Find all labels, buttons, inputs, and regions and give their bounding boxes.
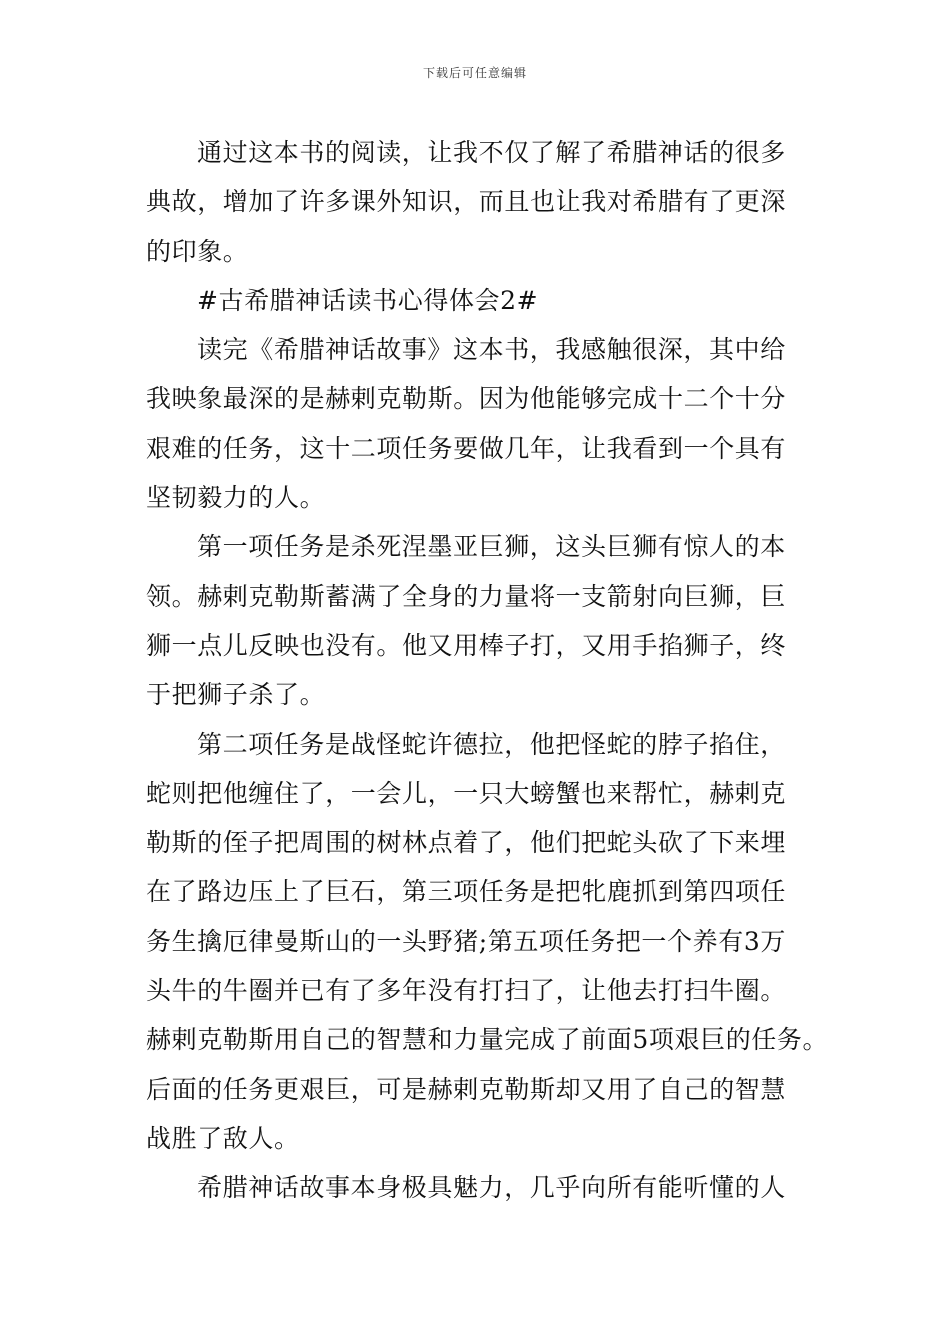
document-body	[146, 128, 829, 1213]
paragraph-4-line-6: 头牛的牛圈并已有了多年没有打扫了，让他去打扫牛圈。	[146, 976, 787, 1006]
paragraph-1-line-1: 通过这本书的阅读，让我不仅了解了希腊神话的很多	[197, 138, 786, 167]
paragraph-1-line-3: 的印象。	[146, 236, 249, 266]
section-heading: #古希腊神话读书心得体会2#	[197, 285, 539, 315]
paragraph-2-line-4: 坚韧毅力的人。	[146, 483, 326, 513]
paragraph-3-line-1: 第一项任务是杀死涅墨亚巨狮，这头巨狮有惊人的本	[197, 532, 786, 562]
paragraph-1-line-2: 典故，增加了许多课外知识，而且也让我对希腊有了更深	[146, 187, 787, 217]
paragraph-4-line-9: 战胜了敌人。	[146, 1123, 300, 1153]
paragraph-4-line-3: 勒斯的侄子把周围的树林点着了，他们把蛇头砍了下来埋	[146, 828, 787, 858]
paragraph-4-line-8: 后面的任务更艰巨，可是赫剌克勒斯却又用了自己的智慧	[146, 1074, 787, 1104]
paragraph-4-line-5: 务生擒厄律曼斯山的一头野猪;第五项任务把一个养有3万	[146, 926, 786, 956]
paragraph-4-line-1: 第二项任务是战怪蛇许德拉，他把怪蛇的脖子掐住，	[197, 729, 786, 759]
paragraph-3-line-3: 狮一点儿反映也没有。他又用棒子打，又用手掐狮子，终	[146, 630, 787, 660]
paragraph-5-line-1: 希腊神话故事本身极具魅力，几乎向所有能听懂的人	[197, 1173, 786, 1203]
paragraph-4-line-2: 蛇则把他缠住了，一会儿，一只大螃蟹也来帮忙，赫剌克	[146, 778, 787, 808]
paragraph-2-line-2: 我映象最深的是赫剌克勒斯。因为他能够完成十二个十分	[146, 384, 787, 414]
download-note: 下载后可任意编辑	[422, 66, 527, 80]
paragraph-3-line-2: 领。赫剌克勒斯蓄满了全身的力量将一支箭射向巨狮，巨	[146, 581, 787, 611]
paragraph-4-line-4: 在了路边压上了巨石，第三项任务是把牝鹿抓到第四项任	[146, 877, 787, 907]
paragraph-4-line-7: 赫剌克勒斯用自己的智慧和力量完成了前面5项艰巨的任务。	[146, 1025, 829, 1055]
paragraph-2-line-1: 读完《希腊神话故事》这本书，我感触很深，其中给	[197, 335, 786, 365]
paragraph-2-line-3: 艰难的任务，这十二项任务要做几年，让我看到一个具有	[146, 433, 787, 463]
paragraph-3-line-4: 于把狮子杀了。	[146, 680, 326, 710]
